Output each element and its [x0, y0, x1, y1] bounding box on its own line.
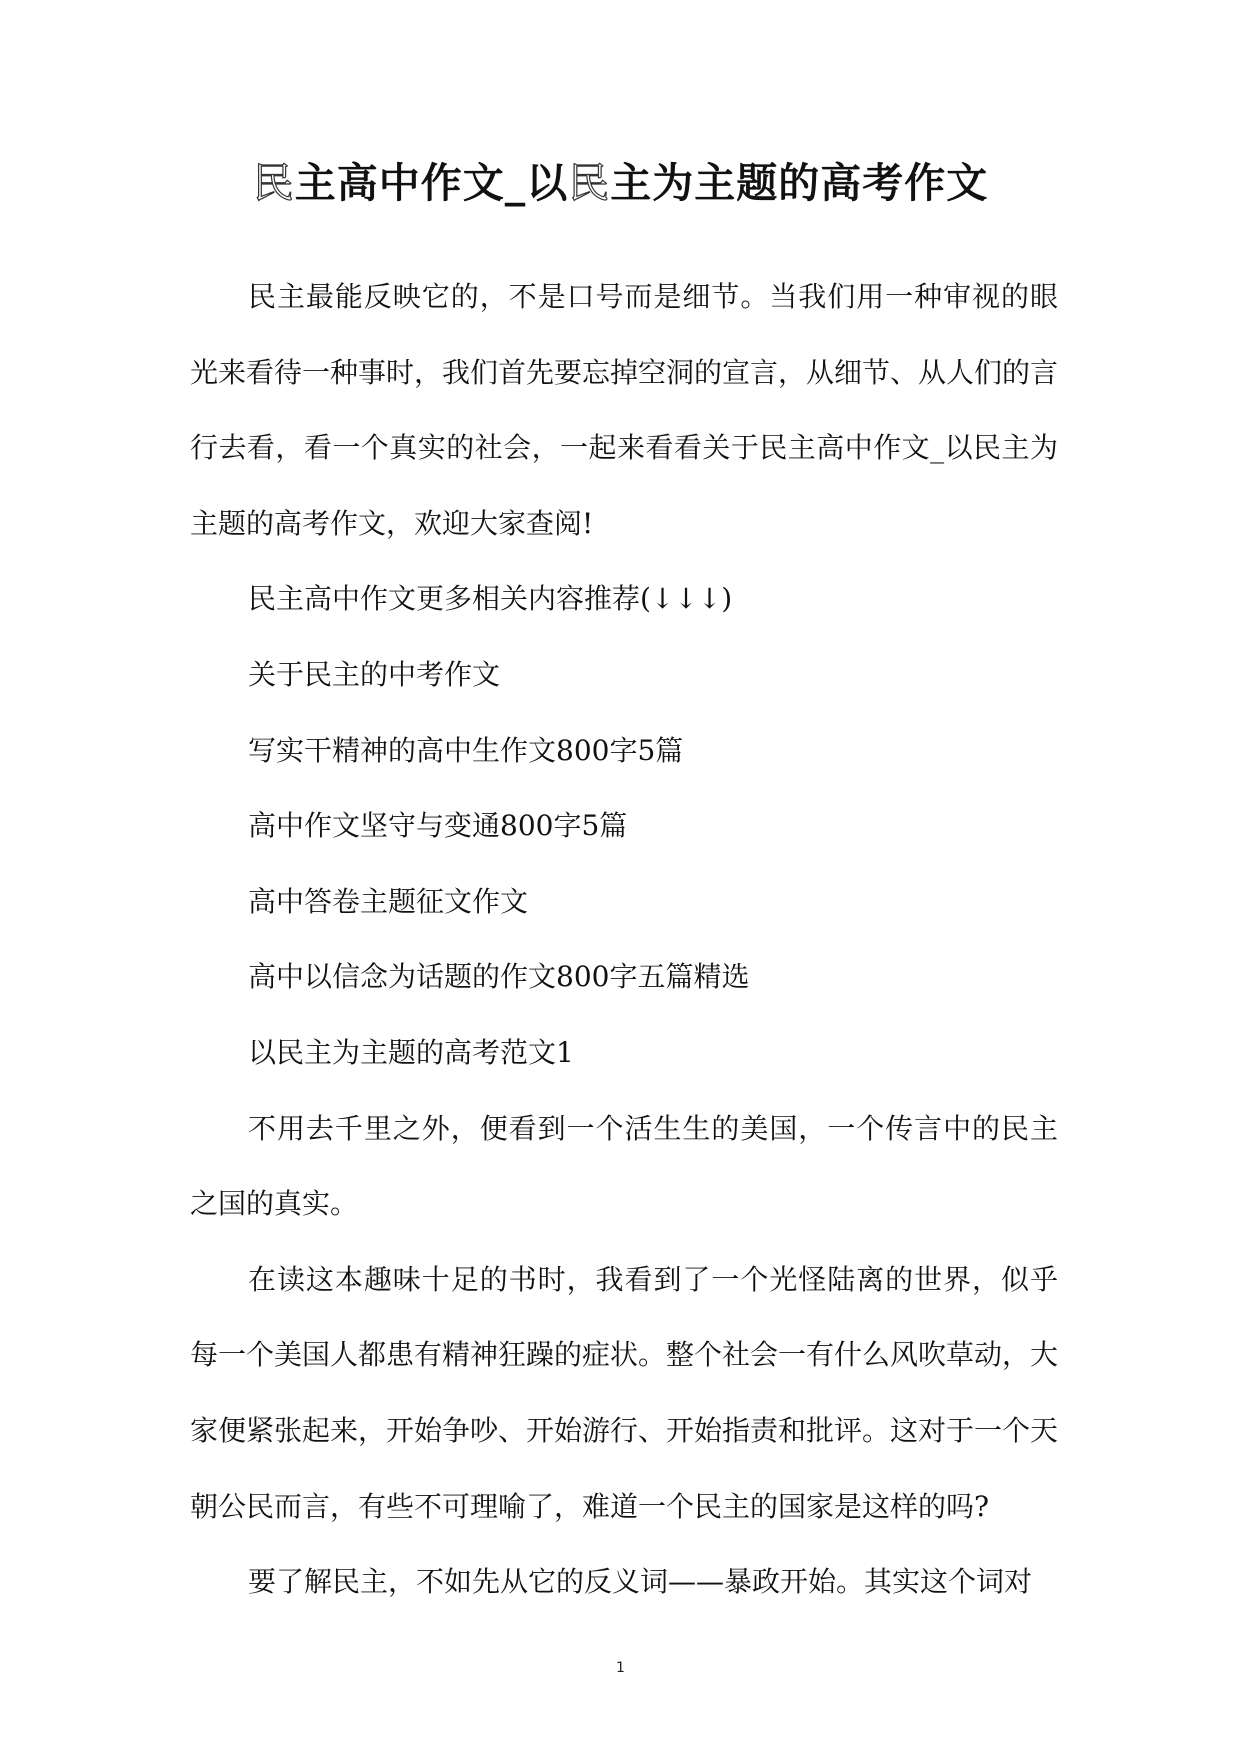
- related-link-heading: 民主高中作文更多相关内容推荐(↓↓↓): [248, 582, 733, 616]
- body-paragraph: 不用去千里之外，便看到一个活生生的美国，一个传言中的民主之国的真实。: [190, 1111, 1058, 1221]
- page-number: 1: [616, 1660, 625, 1676]
- title-outlined-char: 民: [568, 159, 611, 207]
- document-title: [0, 150, 1241, 209]
- related-link-item: 高中作文坚守与变通800字5篇: [248, 809, 628, 843]
- body-paragraph: 要了解民主，不如先从它的反义词——暴政开始。其实这个词对: [248, 1565, 1033, 1599]
- body-paragraph: 在读这本趣味十足的书时，我看到了一个光怪陆离的世界，似乎每一个美国人都患有精神狂躁的症状。整个社会一有什么风吹草动，大家便紧张起来，开始争吵、开始游行、开始指责和批评。这对于一个天朝公民而言，有些不可理喻了，难道一个民主的国家是这样的吗?: [190, 1262, 1059, 1523]
- title-outlined-char: 民: [252, 159, 295, 207]
- related-link-item: 关于民主的中考作文: [248, 657, 501, 691]
- intro-paragraph: 民主最能反映它的，不是口号而是细节。当我们用一种审视的眼光来看待一种事时，我们首先要忘掉空洞的宣言，从细节、从人们的言行去看，看一个真实的社会，一起来看看关于民主高中作文_以民主为主题的高考作文，欢迎大家查阅!: [190, 280, 1059, 540]
- title-text-segment: 主为主题的高考作文: [610, 159, 989, 207]
- title-text-segment: 主高中作文_以: [294, 159, 569, 207]
- related-link-item: 高中以信念为话题的作文800字五篇精选: [248, 960, 750, 994]
- related-link-item: 高中答卷主题征文作文: [248, 884, 529, 918]
- essay-subheading: 以民主为主题的高考范文1: [248, 1035, 574, 1069]
- document-body: [190, 259, 1058, 1620]
- related-link-item: 写实干精神的高中生作文800字5篇: [248, 733, 684, 767]
